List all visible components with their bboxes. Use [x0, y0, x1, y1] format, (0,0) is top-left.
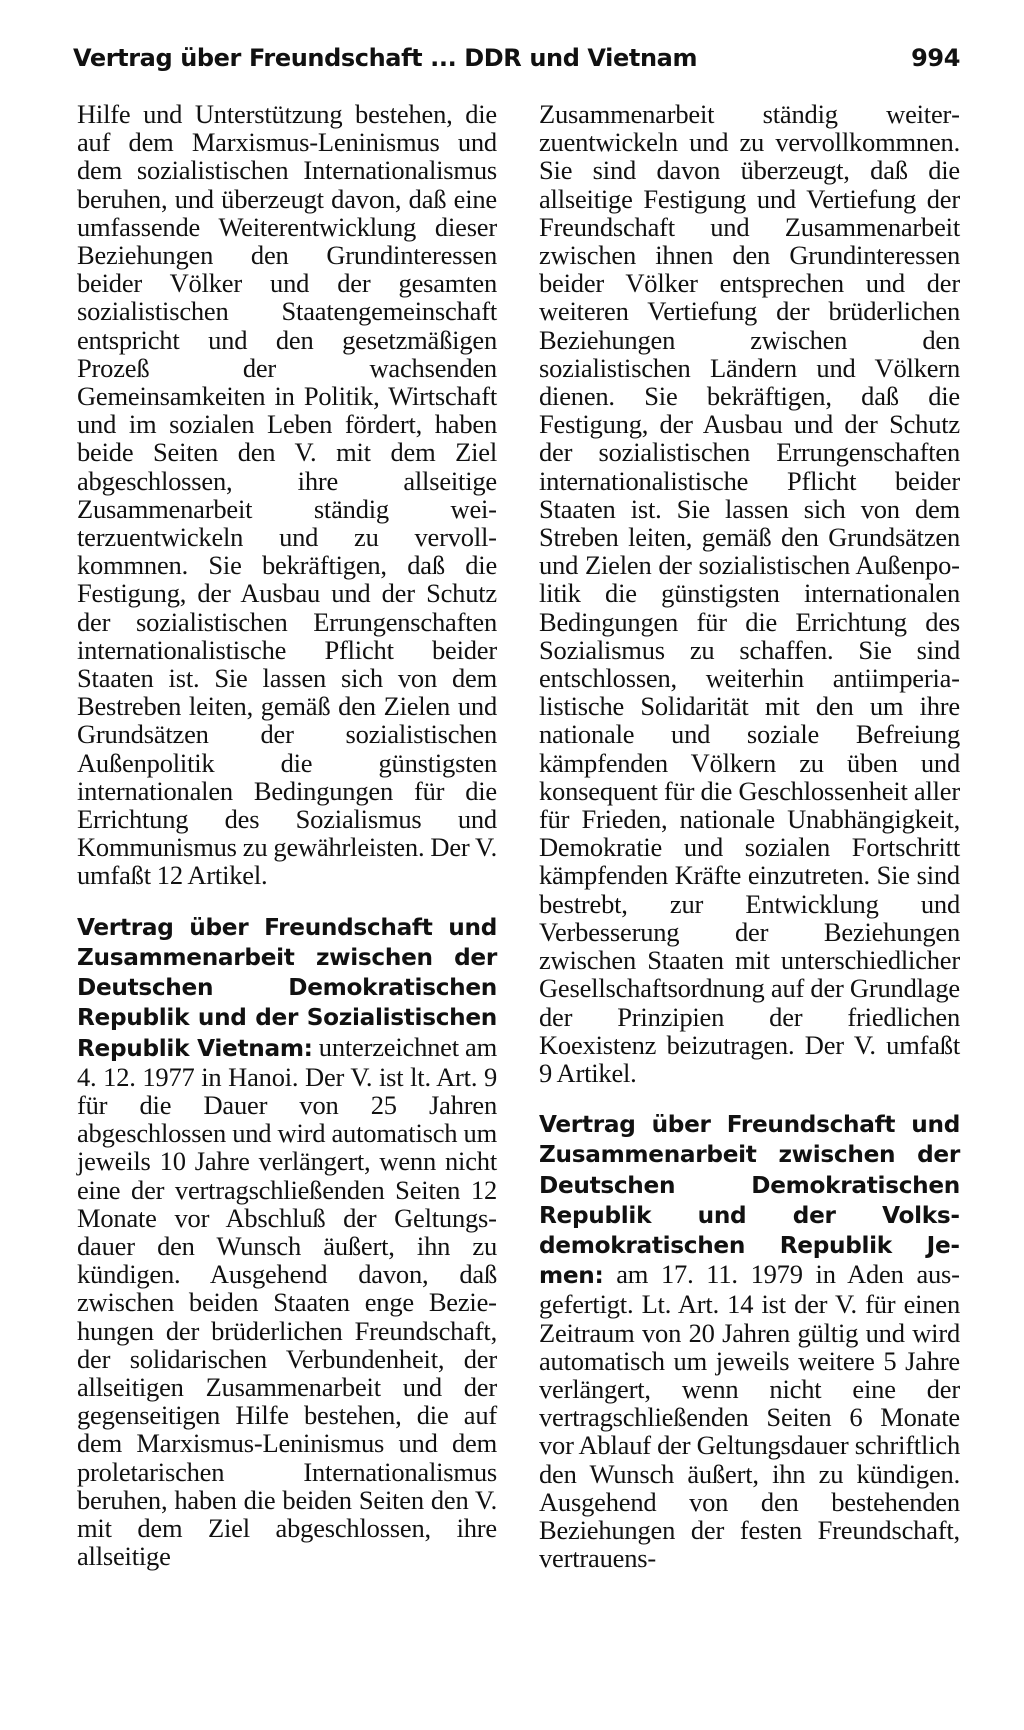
entry-title: Vertrag über Freundschaft und Zusammenarbeit zwischen der Deutschen Demokratischen Republik und der Sozialistischen Republik Vietnam: [77, 913, 497, 1062]
entry-jemen [539, 1109, 960, 1572]
entry-vietnam [77, 912, 497, 1571]
entry-title: Vertrag über Freundschaft und Zusammenarbeit zwischen der Deutschen Demokratischen Republik und der Volksdemokratischen Republik Jemen: [539, 1111, 960, 1290]
entry-body: am 17. 11. 1979 in Aden ausgefertigt. Lt. Art. 14 ist der V. für einen Zeitraum von 20 Jahren gültig und wird automatisch um jeweils weitere 5 Jahre verlängert, wenn nicht eine der vertragschließenden Seiten 6 Monate vor Ablauf der Geltungsdauer schriftlich den Wunsch äußert, ihn zu kündigen. Ausgehend von den bestehenden Beziehungen der festen Freundschaft, vertrauens- [539, 1259, 960, 1574]
continuation-paragraph: Hilfe und Unterstützung bestehen, die auf dem Marxismus-Leninismus und dem sozialistischen Internationalismus beruhen, und überzeugt davon, daß eine umfassende Weiterentwicklung dieser Beziehungen den Grundinteressen beider Völker und der gesamten sozialistischen Staatengemeinschaft entspricht und den gesetzmäßigen Prozeß der wachsenden Gemeinsamkeiten in Politik, Wirtschaft und im sozialen Leben fördert, haben beide Seiten den V. mit dem Ziel abgeschlossen, ihre allseitige Zusammenarbeit ständig weiterzuentwickeln und zu vervollkommnen. Sie bekräftigen, daß die Festigung, der Ausbau und der Schutz der sozialistischen Errungenschaften internationalistische Pflicht beider Staaten ist. Sie lassen sich von dem Bestreben leiten, gemäß den Zielen und Grundsätzen der sozialistischen Außenpolitik die günstigsten internationalen Bedingungen für die Errichtung des Sozialismus und Kommunismus zu gewährleisten. Der V. umfaßt 12 Artikel. [77, 99, 497, 891]
entry-body: unterzeichnet am 4. 12. 1977 in Hanoi. Der V. ist lt. Art. 9 für die Dauer von 25 Jahren abgeschlossen und wird automatisch um jeweils 10 Jahre verlängert, wenn nicht eine der vertragschließenden Seiten 12 Monate vor Abschluß der Geltungsdauer den Wunsch äußert, ihn zu kündigen. Ausgehend davon, daß zwischen beiden Staaten enge Beziehungen der brüderlichen Freundschaft, der solidarischen Verbundenheit, der allseitigen Zusammenarbeit und der gegenseitigen Hilfe bestehen, die auf dem Marxismus-Leninismus und dem proletarischen Internationalismus beruhen, haben die beiden Seiten den V. mit dem Ziel abgeschlossen, ihre allseitige [77, 1031, 497, 1572]
right-column [539, 100, 960, 1572]
running-title: Vertrag über Freundschaft ... DDR und Vietnam [73, 44, 698, 72]
continuation-paragraph: Zusammenarbeit ständig weiterzuentwickeln und zu vervollkommnen. Sie sind davon überzeugt, daß die allseitige Festigung und Vertiefung der Freundschaft und Zusammenarbeit zwischen ihnen den Grundinteressen beider Völker entsprechen und der weiteren Vertiefung der brüderlichen Beziehungen zwischen den sozialistischen Ländern und Völkern dienen. Sie bekräftigen, daß die Festigung, der Ausbau und der Schutz der sozialistischen Errungenschaften internationalistische Pflicht beider Staaten ist. Sie lassen sich von dem Streben leiten, gemäß den Grundsätzen und Zielen der sozialistischen Außenpolitik die günstigsten internationalen Bedingungen für die Errichtung des Sozialismus zu schaffen. Sie sind entschlossen, weiterhin antiimperialistische Solidarität mit den um ihre nationale und soziale Befreiung kämpfenden Völkern zu üben und konsequent für die Geschlossenheit aller für Frieden, nationale Unabhängigkeit, Demokratie und sozialen Fortschritt kämpfenden Kräfte einzutreten. Sie sind bestrebt, zur Entwicklung und Verbesserung der Beziehungen zwischen Staaten mit unterschiedlicher Gesellschaftsordnung auf der Grundlage der Prinzipien der friedlichen Koexistenz beizutragen. Der V. umfaßt 9 Artikel. [539, 99, 960, 1088]
left-column [77, 100, 497, 1570]
running-head [73, 44, 960, 84]
page-number: 994 [911, 44, 960, 72]
